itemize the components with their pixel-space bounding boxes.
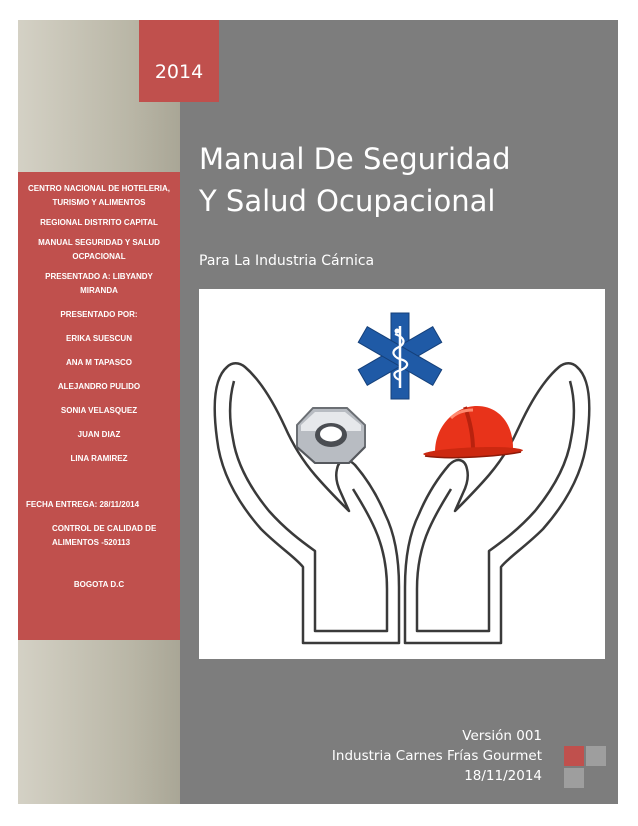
document-subtitle: Para La Industria Cárnica <box>199 253 375 269</box>
year-text: 2014 <box>154 61 204 83</box>
year-badge <box>139 20 219 102</box>
author-name: JUAN DIAZ <box>77 430 121 439</box>
title-line-2: Y Salud Ocupacional <box>199 184 496 218</box>
institution-line-1: CENTRO NACIONAL DE HOTELERIA, <box>27 184 171 193</box>
title-line-1: Manual De Seguridad <box>199 142 511 176</box>
author-name: ANA M TAPASCO <box>65 358 133 367</box>
hex-nut-icon <box>297 408 365 463</box>
star-of-life-icon <box>358 313 441 399</box>
version-text: Versión 001 <box>462 728 542 744</box>
program-line-2: ALIMENTOS -520113 <box>52 538 131 547</box>
regional-line: REGIONAL DISTRITO CAPITAL <box>40 218 158 227</box>
author-name: ERIKA SUESCUN <box>66 334 132 343</box>
manual-line-1: MANUAL SEGURIDAD Y SALUD <box>38 238 160 247</box>
document-title <box>199 138 609 222</box>
city-line: BOGOTA D.C <box>73 580 125 589</box>
author-name: SONIA VELASQUEZ <box>60 406 138 415</box>
company-name: Industria Carnes Frías Gourmet <box>331 748 542 764</box>
decor-square-gray <box>586 746 606 766</box>
presented-to-line-1: PRESENTADO A: LIBYANDY <box>45 272 153 281</box>
author-name: LINA RAMIREZ <box>70 454 128 463</box>
hard-hat-icon <box>423 406 523 458</box>
presented-to-line-2: MIRANDA <box>80 286 118 295</box>
program-line-1: CONTROL DE CALIDAD DE <box>52 524 157 533</box>
presented-by-label: PRESENTADO POR: <box>60 310 138 319</box>
delivery-date-line: FECHA ENTREGA: 28/11/2014 <box>26 500 140 509</box>
decor-square-gray <box>564 768 584 788</box>
decor-square-red <box>564 746 584 766</box>
manual-line-2: OCPACIONAL <box>72 252 126 261</box>
hands-icon <box>215 363 590 643</box>
cover-illustration <box>199 289 605 659</box>
version-info <box>332 726 542 786</box>
institution-line-2: TURISMO Y ALIMENTOS <box>52 198 146 207</box>
date-text: 18/11/2014 <box>464 768 542 784</box>
author-name: ALEJANDRO PULIDO <box>57 382 141 391</box>
sidebar-info-box <box>18 172 180 640</box>
